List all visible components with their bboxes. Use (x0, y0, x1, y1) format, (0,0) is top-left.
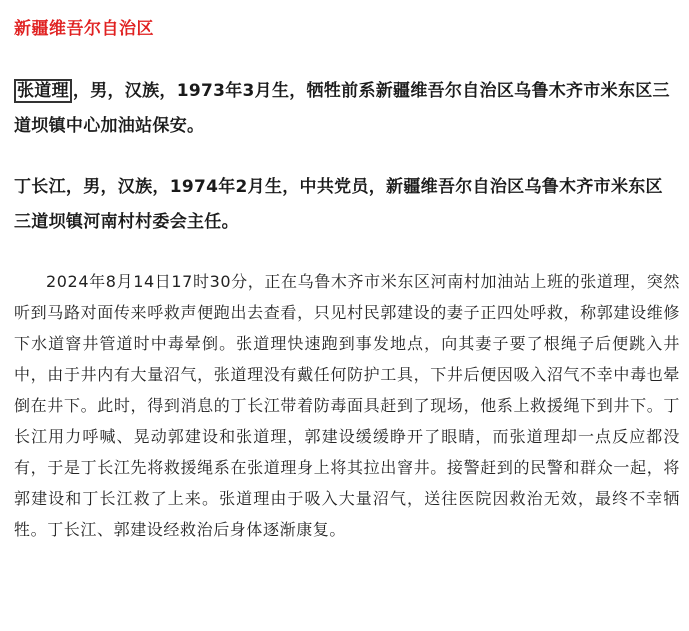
bio-zhang-daoli (14, 74, 678, 144)
person-name-highlighted: 张道理 (14, 79, 72, 103)
region-title: 新疆维吾尔自治区 (14, 19, 154, 39)
story-paragraph: 2024年8月14日17时30分，正在乌鲁木齐市米东区河南村加油站上班的张道理，突然听到马路对面传来呼救声便跑出去查看，只见村民郭建设的妻子正四处呼救，称郭建设维修下水道窨井管道时中毒晕倒。张道理快速跑到事发地点，向其妻子要了根绳子后便跳入井中，由于井内有大量沼气，张道理没有戴任何防护工具，下井后便因吸入沼气不幸中毒也晕倒在井下。此时，得到消息的丁长江带着防毒面具赶到了现场，他系上救援绳下到井下。丁长江用力呼喊、晃动郭建设和张道理，郭建设缓缓睁开了眼睛，而张道理却一点反应都没有，于是丁长江先将救援绳系在张道理身上将其拉出窨井。接警赶到的民警和群众一起，将郭建设和丁长江救了上来。张道理由于吸入大量沼气，送往医院因救治无效，最终不幸牺牲。丁长江、郭建设经救治后身体逐渐康复。 (14, 272, 680, 539)
bio-ding-changjiang (14, 170, 678, 240)
bio-text: ，男，汉族，1974年2月生，中共党员，新疆维吾尔自治区乌鲁木齐市米东区三道坝镇河南村村委会主任。 (14, 177, 663, 232)
person-name: 丁长江 (14, 177, 66, 197)
bio-text: ，男，汉族，1973年3月生，牺牲前系新疆维吾尔自治区乌鲁木齐市米东区三道坝镇中心加油站保安。 (14, 81, 670, 136)
